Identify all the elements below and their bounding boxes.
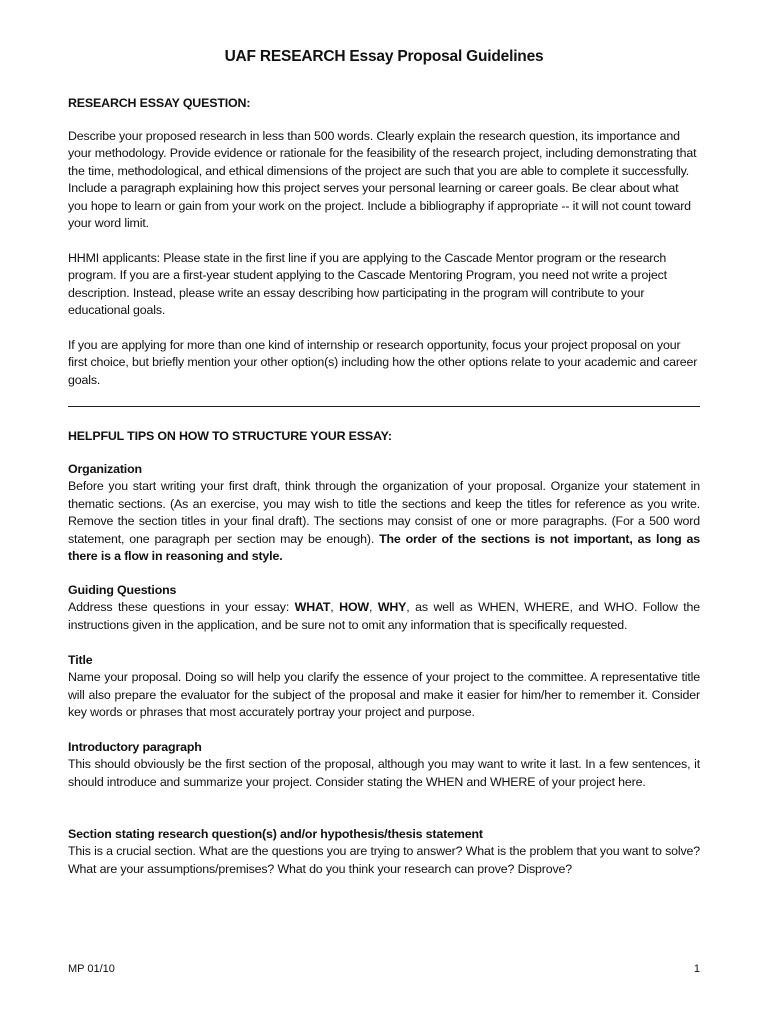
research-essay-question-heading: RESEARCH ESSAY QUESTION: — [68, 96, 251, 110]
organization-bold-note: The order of the sections is not important, as long as there is a flow in reasoning and style. — [68, 531, 700, 564]
guiding-how: HOW — [339, 600, 369, 615]
guiding-questions-text — [68, 599, 700, 634]
introductory-paragraph-section — [68, 739, 700, 791]
research-question-section — [68, 826, 700, 878]
guiding-questions-heading: Guiding Questions — [68, 583, 177, 597]
guiding-questions-section — [68, 582, 700, 634]
section-divider — [68, 406, 700, 407]
hhmi-applicants-paragraph: HHMI applicants: Please state in the first line if you are applying to the Cascade Mentor program or the research program. If you are a first-year student applying to the Cascade Mentoring Program, you need not write a project description. Instead, please write an essay describing how participating in the program will contribute to your educational goals. — [68, 251, 667, 318]
research-question-heading: Section stating research question(s) and/or hypothesis/thesis statement — [68, 827, 483, 841]
guiding-pre: Address these questions in your essay: — [68, 600, 295, 615]
research-question-text: This is a crucial section. What are the questions you are trying to answer? What is the problem that you want to solve? What are your assumptions/premises? What do you think your research can prove? Disprove? — [68, 844, 700, 876]
footer-left: MP 01/10 — [68, 963, 115, 975]
organization-section — [68, 461, 700, 565]
title-text: Name your proposal. Doing so will help you clarify the essence of your project to the committee. A representative title will also prepare the evaluator for the subject of the proposal and make it easier for him/her to remember it. Consider key words or phrases that most accurately portray your project and purpose. — [68, 670, 700, 720]
page-number: 1 — [693, 963, 700, 975]
organization-heading: Organization — [68, 462, 142, 476]
document-title: UAF RESEARCH Essay Proposal Guidelines — [224, 48, 544, 65]
guiding-why: WHY — [377, 600, 407, 615]
guiding-post: , as well as WHEN, WHERE, and WHO. Follow the instructions given in the application, and be sure not to omit any information that is specifically requested. — [68, 600, 701, 632]
title-heading: Title — [68, 653, 93, 667]
introductory-paragraph-text: This should obviously be the first section of the proposal, although you may want to write it last. In a few sentences, it should introduce and summarize your project. Consider stating the WHEN and WHERE of your project here. — [68, 757, 700, 789]
helpful-tips-heading: HELPFUL TIPS ON HOW TO STRUCTURE YOUR ESSAY: — [68, 429, 392, 443]
organization-body: Before you start writing your first draft, think through the organization of your proposal. Organize your statement in thematic sections. (As an exercise, you may wish to title the sections and keep the titles for reference as you write. Remove the section titles in your final draft). The sections may consist of one or more paragraphs. (For a 500 word statement, one paragraph per section may be enough). — [68, 479, 700, 546]
title-section — [68, 652, 700, 722]
organization-text — [68, 478, 700, 565]
introductory-paragraph-heading: Introductory paragraph — [68, 740, 202, 754]
guiding-sep2: , — [368, 600, 378, 615]
multiple-opportunities-paragraph: If you are applying for more than one kind of internship or research opportunity, focus your project proposal on your first choice, but briefly mention your other option(s) including how the other options relate to your academic and career goals. — [68, 338, 698, 387]
guiding-what: WHAT — [294, 600, 331, 615]
research-description-paragraph: Describe your proposed research in less than 500 words. Clearly explain the research question, its importance and your methodology. Provide evidence or rationale for the feasibility of the research project, including demonstrating that the time, methodological, and ethical dimensions of the project are such that you are able to complete it successfully. Include a paragraph explaining how this project serves your personal learning or career goals. Be clear about what you hope to learn or gain from your work on the project. Include a bibliography if appropriate -- it will not count toward your word limit. — [68, 129, 697, 231]
guiding-sep1: , — [330, 600, 340, 615]
